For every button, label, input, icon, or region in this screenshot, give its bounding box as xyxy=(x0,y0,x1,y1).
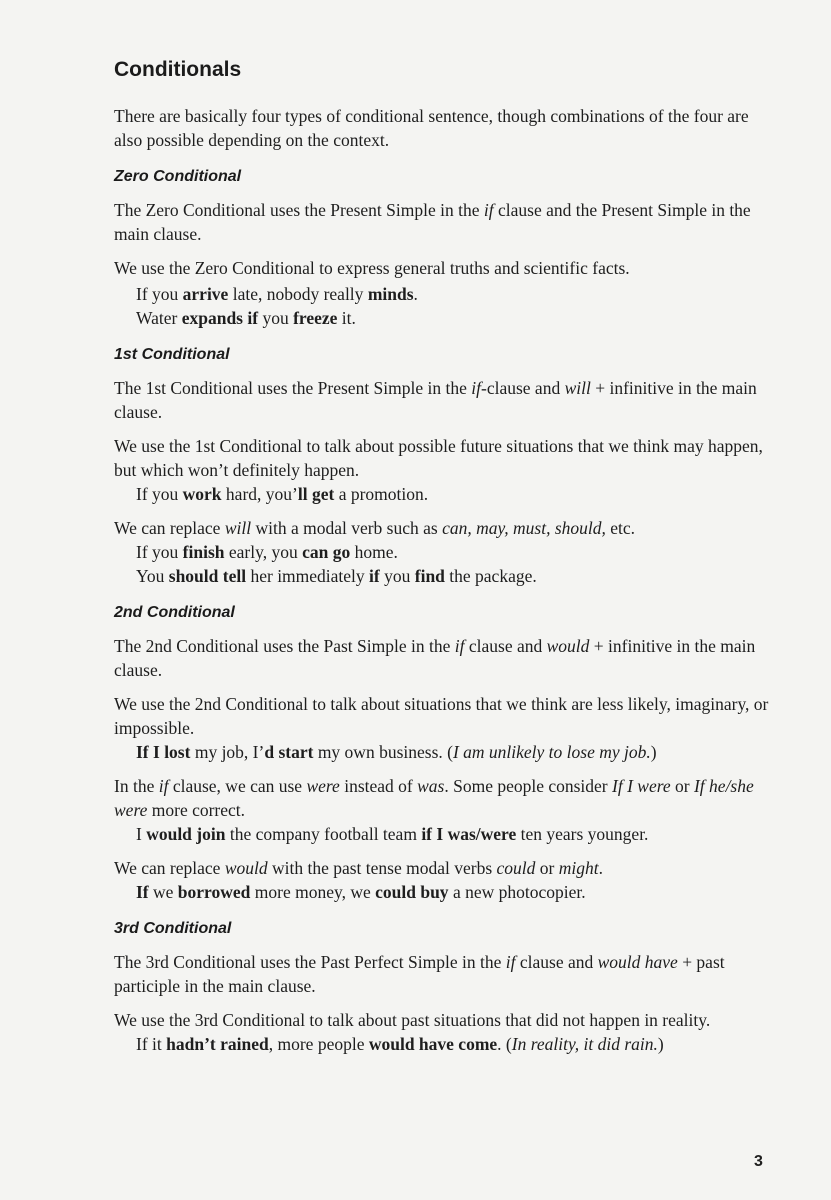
zero-paragraph-1: The Zero Conditional uses the Present Simple in the if clause and the Present Simple in the main clause. xyxy=(114,200,751,244)
first-example-3: You should tell her immediately if you find the package. xyxy=(136,566,537,586)
third-example-1: If it hadn’t rained, more people would have come. (In reality, it did rain.) xyxy=(136,1034,664,1054)
second-example-1: If I lost my job, I’d start my own business. (I am unlikely to lose my job.) xyxy=(136,742,657,762)
first-paragraph-3: We can replace will with a modal verb such as can, may, must, should, etc. xyxy=(114,518,636,538)
first-paragraph-2: We use the 1st Conditional to talk about possible future situations that we think may happen, but which won’t definitely happen. xyxy=(114,436,763,480)
second-paragraph-2: We use the 2nd Conditional to talk about situations that we think are less likely, imaginary, or impossible. xyxy=(114,694,769,738)
zero-example-1: If you arrive late, nobody really minds. xyxy=(136,284,418,304)
second-conditional-heading: 2nd Conditional xyxy=(114,604,235,621)
first-paragraph-1: The 1st Conditional uses the Present Simple in the if-clause and will + infinitive in the main clause. xyxy=(114,378,757,422)
zero-example-2: Water expands if you freeze it. xyxy=(136,308,356,328)
first-example-2: If you finish early, you can go home. xyxy=(136,542,398,562)
first-example-1: If you work hard, you’ll get a promotion. xyxy=(136,484,429,504)
third-conditional-heading: 3rd Conditional xyxy=(114,920,232,937)
page-title: Conditionals xyxy=(114,58,242,81)
intro-paragraph: There are basically four types of conditional sentence, though combinations of the four are also possible depending on the context. xyxy=(114,106,749,150)
third-paragraph-2: We use the 3rd Conditional to talk about past situations that did not happen in reality. xyxy=(114,1010,711,1030)
second-example-3: If we borrowed more money, we could buy a new photocopier. xyxy=(136,882,586,902)
zero-conditional-heading: Zero Conditional xyxy=(114,168,242,185)
zero-paragraph-2: We use the Zero Conditional to express general truths and scientific facts. xyxy=(114,258,630,278)
second-paragraph-4: We can replace would with the past tense modal verbs could or might. xyxy=(114,858,603,878)
second-paragraph-1: The 2nd Conditional uses the Past Simple in the if clause and would + infinitive in the main clause. xyxy=(114,636,756,680)
page-number: 3 xyxy=(754,1153,763,1170)
third-paragraph-1: The 3rd Conditional uses the Past Perfect Simple in the if clause and would have + past participle in the main clause. xyxy=(114,952,725,996)
content xyxy=(114,58,774,1066)
second-paragraph-3: In the if clause, we can use were instead of was. Some people consider If I were or If he/she were more correct. xyxy=(114,776,754,820)
second-example-2: I would join the company football team if I was/were ten years younger. xyxy=(136,824,649,844)
first-conditional-heading: 1st Conditional xyxy=(114,346,230,363)
